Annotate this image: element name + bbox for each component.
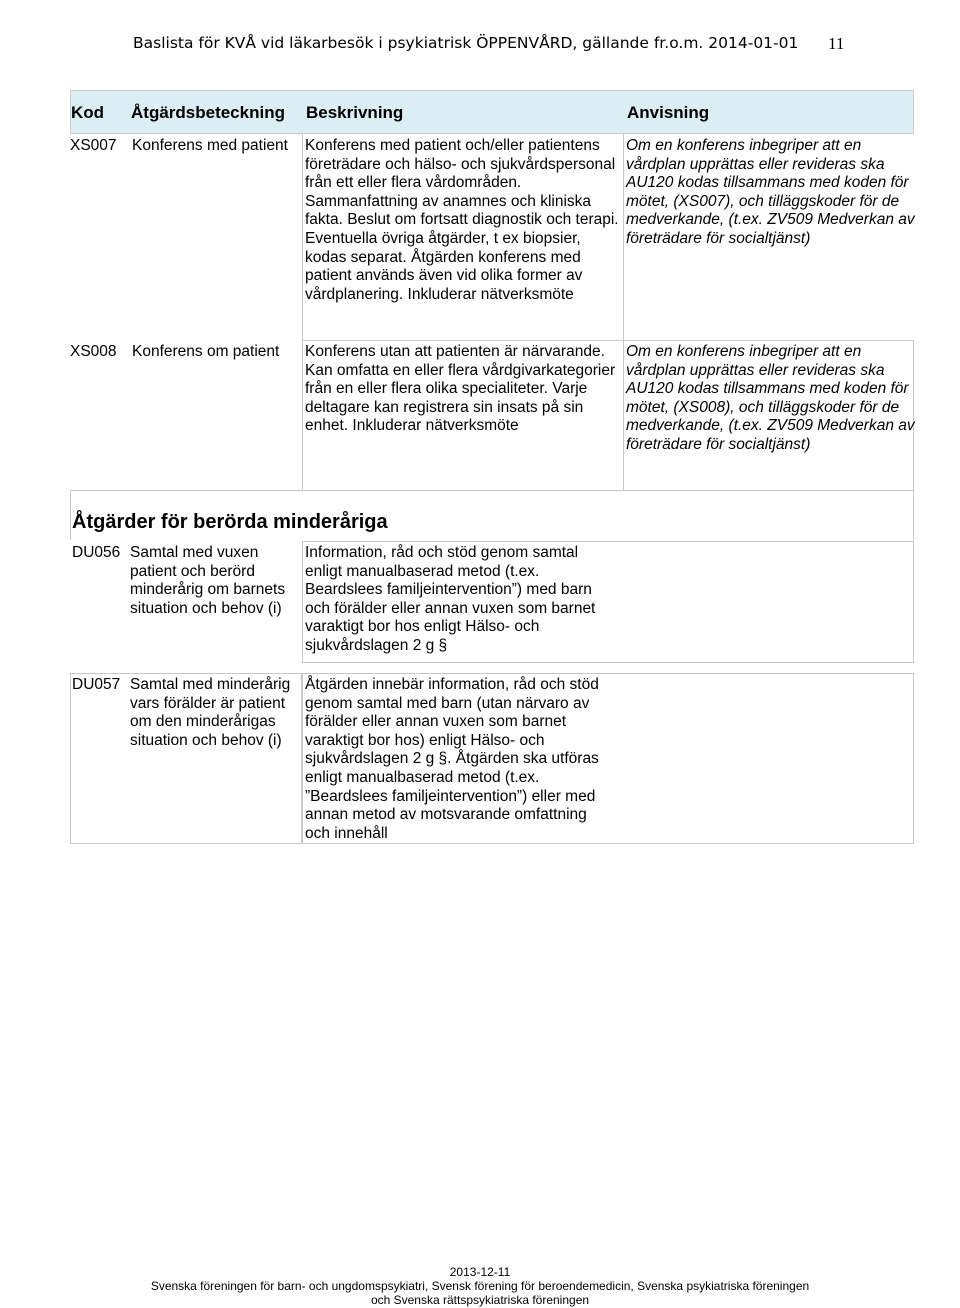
row-name: Konferens om patient [132,343,280,360]
column-header-kod: Kod [71,103,105,122]
row-description: Åtgärden innebär information, råd och stöd genom samtal med barn (utan närvaro av förälder eller annan vuxen som barnet varaktigt bor hos) enligt Hälso- och sjukvårdslagen 2 g §. Åtgärden ska utföras enligt manualbaserad metod (t.ex. ”Beardslees familjeintervention”) eller med annan metod av motsvarande omfattning och innehåll [305,676,599,842]
row-name: Konferens med patient [132,137,288,154]
document-header-title: Baslista för KVÅ vid läkarbesök i psykiatrisk ÖPPENVÅRD, gällande fr.o.m. 2014-01-01 [133,34,799,52]
column-divider [623,134,624,340]
row-code: DU056 [72,544,121,561]
table-row [70,134,914,340]
column-header-atgardsbeteckning: Åtgärdsbeteckning [131,103,285,122]
row-instruction: Om en konferens inbegriper att en vårdplan upprättas eller revideras ska AU120 kodas tillsammans med koden för mötet, (XS007), och tilläggskoder för de medverkande, (t.ex. ZV509 Medverkan av företrädare för socialtjänst) [626,137,915,247]
column-header-beskrivning: Beskrivning [306,103,404,122]
row-code: XS007 [70,137,117,154]
footer-organizations: Svenska föreningen för barn- och ungdomspsykiatri, Svensk förening för beroendemedicin, Svenska psykiatriska föreningen [150,1279,810,1293]
row-name: Samtal med vuxen patient och berörd minderårig om barnets situation och behov (i) [130,544,286,617]
footer-date: 2013-12-11 [449,1265,511,1279]
row-divider [302,340,914,341]
page-number: 11 [828,34,845,53]
section-title: Åtgärder för berörda minderåriga [72,511,388,533]
table-row [70,340,914,491]
column-divider [302,340,303,491]
column-header-anvisning: Anvisning [627,103,710,122]
row-description: Konferens utan att patienten är närvarande. Kan omfatta en eller flera vårdgivarkategorier från en eller flera olika specialiteter. Varje deltagare kan registrera sin insats på sin enhet. Inkluderar nätverksmöte [305,343,616,435]
row-code: XS008 [70,343,117,360]
row-instruction: Om en konferens inbegriper att en vårdplan upprättas eller revideras ska AU120 kodas tillsammans med koden för mötet, (XS008), och tilläggskoder för de medverkande, (t.ex. ZV509 Medverkan av företrädare för socialtjänst) [626,343,915,453]
row-description: Konferens med patient och/eller patientens företrädare och hälso- och sjukvårdspersonal från ett eller flera vårdområden. Sammanfattning av anamnes och kliniska fakta. Beslut om fortsatt diagnostik och terapi. Eventuella övriga åtgärder, t ex biopsier, kodas separat. Åtgärden konferens med patient används även vid olika former av vårdplanering. Inkluderar nätverksmöte [305,137,619,303]
row-code: DU057 [72,676,121,693]
column-divider [302,134,303,340]
column-divider [623,340,624,491]
row-name: Samtal med minderårig vars förälder är patient om den minderårigas situation och behov (i) [130,676,291,749]
table-header-row [70,90,914,134]
footer-organizations-2: och Svenska rättspsykiatriska föreningen [370,1293,590,1307]
row-description: Information, råd och stöd genom samtal enligt manualbaserad metod (t.ex. Beardslees familjeintervention”) med barn och förälder eller annan vuxen som barnet varaktigt bor hos enligt Hälso- och sjukvårdslagen 2 g § [305,544,596,654]
